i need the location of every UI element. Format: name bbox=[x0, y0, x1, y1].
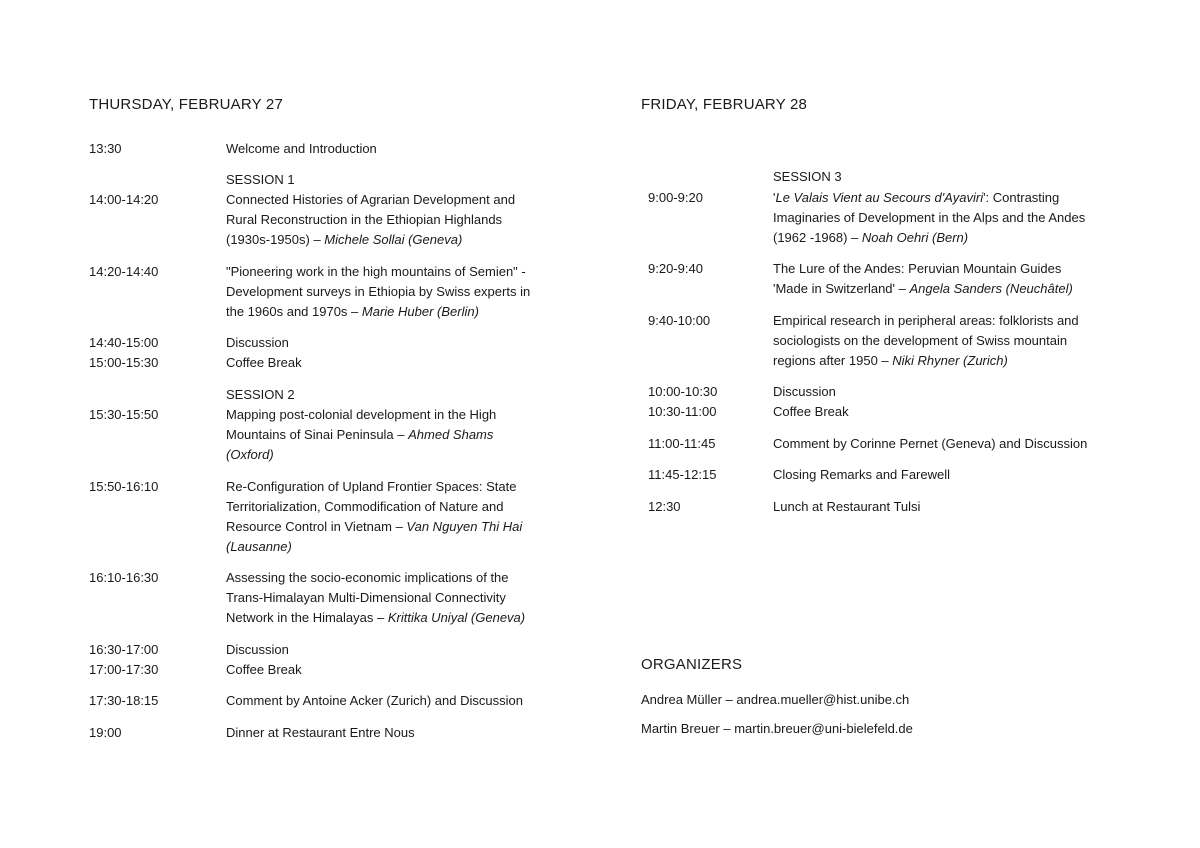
talk-8-text: Empirical research in peripheral areas: folklorists and sociologists on the development of Swiss mountain regions after 1950 – Niki Rhyner (Zurich) bbox=[773, 313, 1079, 368]
talk-1-text: Connected Histories of Agrarian Development and Rural Reconstruction in the Ethiopian Highlands (1930s-1950s) – Michele Sollai (Geneva) bbox=[226, 192, 516, 247]
session-3-label: SESSION 3 bbox=[773, 169, 842, 184]
talk-4-text: Re-Configuration of Upland Frontier Spaces: State Territorialization, Commodification of Nature and Resource Control in Vietnam – Van Nguyen Thi Hai (Lausanne) bbox=[226, 479, 523, 554]
speaker-name: Krittika Uniyal (Geneva) bbox=[387, 610, 526, 625]
speaker-name: Noah Oehri (Bern) bbox=[861, 230, 969, 245]
closing-text: Closing Remarks and Farewell bbox=[773, 467, 951, 482]
talk-8-time: 9:40-10:00 bbox=[648, 313, 711, 328]
coffee-3-time: 10:30-11:00 bbox=[648, 404, 717, 419]
friday-heading: FRIDAY, FEBRUARY 28 bbox=[641, 96, 808, 113]
organizer-2: Martin Breuer – martin.breuer@uni-bielefeld.de bbox=[641, 721, 913, 736]
discussion-3-text: Discussion bbox=[773, 384, 836, 399]
talk-5-text: Assessing the socio-economic implications of the Trans-Himalayan Multi-Dimensional Connectivity Network in the Himalayas – Krittika Uniyal (Geneva) bbox=[226, 570, 526, 625]
speaker-name: Marie Huber (Berlin) bbox=[361, 304, 479, 319]
comment-2-time: 11:00-11:45 bbox=[648, 436, 716, 451]
talk-3-text: Mapping post-colonial development in the High Mountains of Sinai Peninsula – Ahmed Shams (Oxford) bbox=[226, 407, 497, 462]
discussion-2-time: 16:30-17:00 bbox=[89, 642, 159, 657]
talk-7-time: 9:20-9:40 bbox=[648, 261, 703, 276]
talk-3-time: 15:30-15:50 bbox=[89, 407, 159, 422]
talk-5-time: 16:10-16:30 bbox=[89, 570, 159, 585]
coffee-2-time: 17:00-17:30 bbox=[89, 662, 159, 677]
dinner-text: Dinner at Restaurant Entre Nous bbox=[226, 725, 415, 740]
organizers-heading: ORGANIZERS bbox=[641, 656, 743, 673]
comment-2-text: Comment by Corinne Pernet (Geneva) and Discussion bbox=[773, 436, 1088, 451]
talk-2-time: 14:20-14:40 bbox=[89, 264, 159, 279]
discussion-2-text: Discussion bbox=[226, 642, 289, 657]
speaker-name: Ahmed Shams bbox=[408, 427, 494, 442]
talk-7-text: The Lure of the Andes: Peruvian Mountain Guides 'Made in Switzerland' – Angela Sanders (Neuchâtel) bbox=[773, 261, 1073, 296]
session-2-label: SESSION 2 bbox=[226, 387, 295, 402]
talk-1-time: 14:00-14:20 bbox=[89, 192, 159, 207]
discussion-1-text: Discussion bbox=[226, 335, 289, 350]
welcome-text: Welcome and Introduction bbox=[226, 141, 377, 156]
coffee-1-text: Coffee Break bbox=[226, 355, 302, 370]
coffee-2-text: Coffee Break bbox=[226, 662, 302, 677]
speaker-name: Niki Rhyner (Zurich) bbox=[892, 353, 1008, 368]
dinner-time: 19:00 bbox=[89, 725, 122, 740]
comment-text: Comment by Antoine Acker (Zurich) and Discussion bbox=[226, 693, 523, 708]
coffee-3-text: Coffee Break bbox=[773, 404, 849, 419]
organizer-1: Andrea Müller – andrea.mueller@hist.unibe.ch bbox=[641, 692, 910, 707]
session-1-label: SESSION 1 bbox=[226, 172, 295, 187]
lunch-time: 12:30 bbox=[648, 499, 681, 514]
comment-time: 17:30-18:15 bbox=[89, 693, 159, 708]
talk-6-text: 'Le Valais Vient au Secours d'Ayaviri': Contrasting Imaginaries of Development in the Alps and the Andes (1962 -1968) – Noah Oehri (Bern) bbox=[773, 190, 1086, 245]
discussion-1-time: 14:40-15:00 bbox=[89, 335, 159, 350]
coffee-1-time: 15:00-15:30 bbox=[89, 355, 159, 370]
speaker-name: Angela Sanders (Neuchâtel) bbox=[909, 281, 1073, 296]
talk-4-time: 15:50-16:10 bbox=[89, 479, 159, 494]
thursday-heading: THURSDAY, FEBRUARY 27 bbox=[89, 96, 283, 113]
speaker-name: Michele Sollai (Geneva) bbox=[324, 232, 463, 247]
welcome-time: 13:30 bbox=[89, 141, 122, 156]
discussion-3-time: 10:00-10:30 bbox=[648, 384, 718, 399]
speaker-name: Van Nguyen Thi Hai bbox=[406, 519, 523, 534]
closing-time: 11:45-12:15 bbox=[648, 467, 717, 482]
talk-2-text: "Pioneering work in the high mountains of Semien" - Development surveys in Ethiopia by Swiss experts in the 1960s and 1970s – Marie Huber (Berlin) bbox=[226, 264, 531, 319]
talk-6-time: 9:00-9:20 bbox=[648, 190, 703, 205]
lunch-text: Lunch at Restaurant Tulsi bbox=[773, 499, 921, 514]
